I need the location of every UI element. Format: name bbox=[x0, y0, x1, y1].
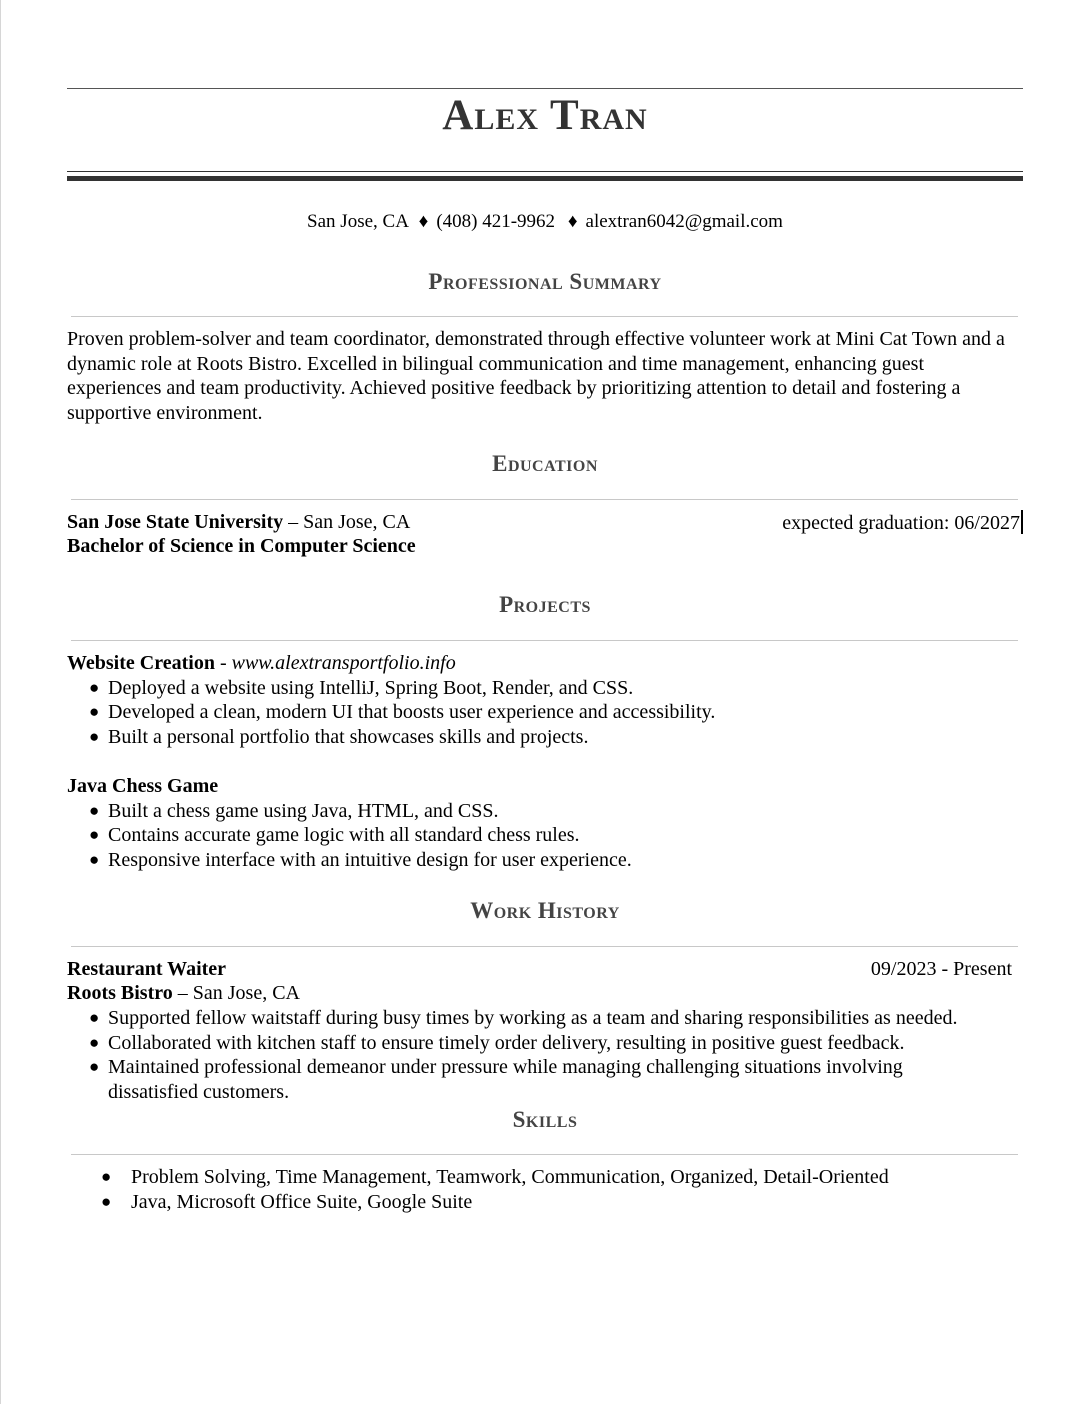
page-edge bbox=[0, 0, 1, 1404]
work-location: – San Jose, CA bbox=[172, 982, 300, 1004]
contact-email[interactable]: alextran6042@gmail.com bbox=[585, 211, 783, 232]
diamond-separator-icon: ♦ bbox=[418, 211, 429, 232]
work-bullets bbox=[67, 1006, 1023, 1104]
contact-location: San Jose, CA bbox=[307, 211, 408, 232]
text-cursor bbox=[1021, 510, 1023, 534]
education-section-title: Education bbox=[492, 451, 598, 476]
project-link[interactable]: www.alextransportfolio.info bbox=[231, 652, 456, 674]
education-school-line bbox=[67, 510, 410, 536]
project-heading bbox=[67, 774, 1023, 799]
work-role: Restaurant Waiter bbox=[67, 958, 227, 980]
list-item: ● Problem Solving, Time Management, Teamwork, Communication, Organized, Detail-Oriented bbox=[101, 1165, 1023, 1190]
education-date-text: expected graduation: 06/2027 bbox=[782, 512, 1020, 534]
work-company: Roots Bistro bbox=[67, 982, 173, 1004]
projects-section-title: Projects bbox=[499, 592, 591, 617]
project-bullets bbox=[67, 799, 1023, 873]
project-heading bbox=[67, 651, 1023, 676]
list-item: ● Built a chess game using Java, HTML, and CSS. bbox=[89, 799, 1023, 824]
skills-section-title: Skills bbox=[512, 1107, 578, 1132]
education-row bbox=[67, 510, 1023, 536]
project-sep: - bbox=[214, 652, 232, 674]
work-company-row bbox=[67, 981, 1023, 1006]
education-date bbox=[782, 510, 1023, 536]
contact-line bbox=[67, 210, 1023, 234]
education-school: San Jose State University bbox=[67, 511, 284, 533]
list-item: ● Maintained professional demeanor under pressure while managing challenging situations involving dissatisfied customers. bbox=[89, 1055, 1023, 1104]
work-section-title: Work History bbox=[470, 898, 620, 923]
summary-section-rule bbox=[71, 316, 1018, 317]
work-role-row bbox=[67, 957, 1012, 982]
project-name: Java Chess Game bbox=[67, 775, 219, 797]
candidate-name: Alex Tran bbox=[442, 92, 648, 139]
list-item: ● Built a personal portfolio that showcases skills and projects. bbox=[89, 725, 1023, 750]
project-bullets bbox=[67, 676, 1023, 750]
education-degree-text: Bachelor of Science in Computer Science bbox=[67, 535, 416, 557]
project-item bbox=[67, 774, 1023, 872]
summary-text: Proven problem-solver and team coordinator, demonstrated through effective volunteer work at Mini Cat Town and a dynamic role at Roots Bistro. Excelled in bilingual communication and time management, enhancing guest experiences and team productivity. Achieved positive feedback by prioritizing attention to detail and fostering a supportive environment. bbox=[67, 328, 1005, 424]
skills-section-rule bbox=[71, 1154, 1018, 1155]
header-double-rule bbox=[67, 171, 1023, 181]
list-item: ● Contains accurate game logic with all standard chess rules. bbox=[89, 823, 1023, 848]
contact-phone: (408) 421-9962 bbox=[436, 211, 556, 232]
list-item: ● Responsive interface with an intuitive design for user experience. bbox=[89, 848, 1023, 873]
skills-list bbox=[67, 1165, 1023, 1214]
list-item: ● Developed a clean, modern UI that boosts user experience and accessibility. bbox=[89, 700, 1023, 725]
education-degree bbox=[67, 534, 1023, 559]
list-item: ● Collaborated with kitchen staff to ensure timely order delivery, resulting in positive guest feedback. bbox=[89, 1031, 1023, 1056]
header-top-rule bbox=[67, 88, 1023, 89]
diamond-separator-icon: ♦ bbox=[567, 211, 578, 232]
summary-section-title: Professional Summary bbox=[428, 269, 662, 294]
list-item: ● Deployed a website using IntelliJ, Spring Boot, Render, and CSS. bbox=[89, 676, 1023, 701]
work-section-rule bbox=[71, 946, 1018, 947]
projects-section-rule bbox=[71, 640, 1018, 641]
project-item bbox=[67, 651, 1023, 749]
education-location: – San Jose, CA bbox=[283, 511, 411, 533]
education-section-rule bbox=[71, 499, 1018, 500]
work-dates: 09/2023 - Present bbox=[870, 958, 1012, 980]
list-item: ● Supported fellow waitstaff during busy times by working as a team and sharing responsibilities as needed. bbox=[89, 1006, 1023, 1031]
project-name: Website Creation bbox=[67, 652, 215, 674]
list-item: ● Java, Microsoft Office Suite, Google Suite bbox=[101, 1190, 1023, 1215]
